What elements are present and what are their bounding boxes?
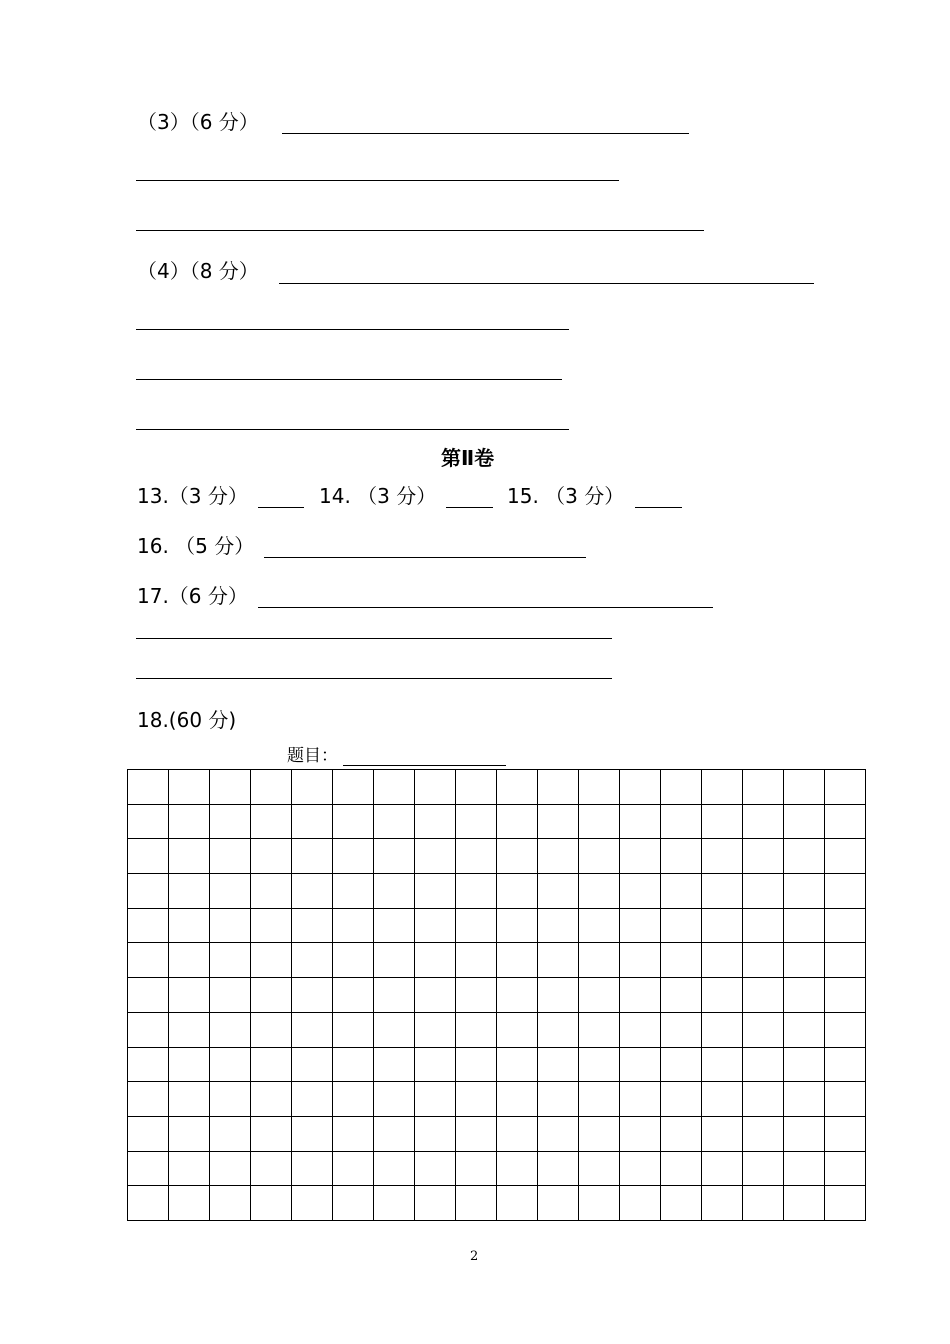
grid-cell[interactable]	[333, 1047, 374, 1082]
grid-cell[interactable]	[825, 908, 866, 943]
q14-label: 14. （3 分）	[319, 484, 437, 508]
grid-cell[interactable]	[702, 874, 743, 909]
grid-cell[interactable]	[292, 1082, 333, 1117]
grid-cell[interactable]	[784, 839, 825, 874]
grid-cell[interactable]	[415, 770, 456, 805]
grid-cell[interactable]	[579, 1012, 620, 1047]
grid-cell[interactable]	[415, 1012, 456, 1047]
grid-cell[interactable]	[497, 874, 538, 909]
grid-cell[interactable]	[374, 1151, 415, 1186]
grid-cell[interactable]	[128, 874, 169, 909]
grid-cell[interactable]	[456, 839, 497, 874]
grid-cell[interactable]	[825, 978, 866, 1013]
q3-answer-line-3[interactable]	[136, 230, 704, 231]
grid-cell[interactable]	[374, 1186, 415, 1221]
grid-cell[interactable]	[333, 1186, 374, 1221]
grid-cell[interactable]	[128, 1082, 169, 1117]
grid-cell[interactable]	[702, 1082, 743, 1117]
essay-title-line[interactable]	[343, 765, 506, 766]
grid-cell[interactable]	[743, 804, 784, 839]
grid-cell[interactable]	[497, 1116, 538, 1151]
grid-cell[interactable]	[374, 943, 415, 978]
grid-cell[interactable]	[579, 1047, 620, 1082]
grid-cell[interactable]	[169, 978, 210, 1013]
grid-cell[interactable]	[251, 908, 292, 943]
grid-cell[interactable]	[333, 1082, 374, 1117]
grid-row	[128, 874, 866, 909]
grid-cell[interactable]	[251, 1012, 292, 1047]
grid-cell[interactable]	[661, 978, 702, 1013]
grid-cell[interactable]	[169, 1151, 210, 1186]
grid-cell[interactable]	[374, 770, 415, 805]
grid-cell[interactable]	[251, 874, 292, 909]
grid-cell[interactable]	[128, 804, 169, 839]
grid-cell[interactable]	[292, 1151, 333, 1186]
grid-cell[interactable]	[579, 804, 620, 839]
grid-cell[interactable]	[702, 770, 743, 805]
grid-cell[interactable]	[415, 1116, 456, 1151]
q4-answer-line-3[interactable]	[136, 379, 562, 380]
grid-cell[interactable]	[620, 1012, 661, 1047]
grid-cell[interactable]	[825, 943, 866, 978]
grid-cell[interactable]	[825, 770, 866, 805]
grid-cell[interactable]	[333, 839, 374, 874]
grid-cell[interactable]	[702, 908, 743, 943]
grid-cell[interactable]	[128, 1012, 169, 1047]
grid-row	[128, 943, 866, 978]
grid-cell[interactable]	[620, 1186, 661, 1221]
page-number: 2	[470, 1249, 479, 1264]
grid-cell[interactable]	[333, 874, 374, 909]
grid-cell[interactable]	[415, 978, 456, 1013]
grid-cell[interactable]	[169, 1116, 210, 1151]
grid-cell[interactable]	[292, 770, 333, 805]
grid-cell[interactable]	[456, 1151, 497, 1186]
grid-row	[128, 804, 866, 839]
grid-cell[interactable]	[825, 1116, 866, 1151]
grid-cell[interactable]	[661, 943, 702, 978]
grid-cell[interactable]	[784, 1151, 825, 1186]
grid-cell[interactable]	[415, 1047, 456, 1082]
grid-cell[interactable]	[784, 1047, 825, 1082]
q4-label: （4）（8 分）	[137, 259, 259, 283]
grid-cell[interactable]	[702, 839, 743, 874]
grid-cell[interactable]	[661, 1151, 702, 1186]
grid-cell[interactable]	[415, 908, 456, 943]
grid-cell[interactable]	[292, 1047, 333, 1082]
grid-cell[interactable]	[538, 804, 579, 839]
grid-cell[interactable]	[825, 839, 866, 874]
grid-cell[interactable]	[620, 839, 661, 874]
grid-cell[interactable]	[456, 1047, 497, 1082]
grid-cell[interactable]	[251, 1151, 292, 1186]
grid-cell[interactable]	[128, 1151, 169, 1186]
grid-cell[interactable]	[620, 770, 661, 805]
grid-cell[interactable]	[579, 1186, 620, 1221]
grid-cell[interactable]	[374, 874, 415, 909]
grid-cell[interactable]	[292, 1012, 333, 1047]
grid-cell[interactable]	[292, 1186, 333, 1221]
grid-cell[interactable]	[620, 908, 661, 943]
grid-cell[interactable]	[538, 839, 579, 874]
grid-cell[interactable]	[579, 1082, 620, 1117]
grid-cell[interactable]	[333, 770, 374, 805]
grid-cell[interactable]	[210, 874, 251, 909]
grid-cell[interactable]	[702, 1151, 743, 1186]
grid-cell[interactable]	[702, 804, 743, 839]
grid-cell[interactable]	[743, 1012, 784, 1047]
grid-cell[interactable]	[702, 1186, 743, 1221]
section-title: 第Ⅱ卷	[441, 446, 495, 470]
grid-cell[interactable]	[292, 943, 333, 978]
grid-row	[128, 1047, 866, 1082]
grid-cell[interactable]	[415, 839, 456, 874]
grid-cell[interactable]	[538, 908, 579, 943]
grid-cell[interactable]	[497, 1082, 538, 1117]
grid-cell[interactable]	[702, 1116, 743, 1151]
grid-cell[interactable]	[374, 908, 415, 943]
grid-cell[interactable]	[456, 804, 497, 839]
grid-cell[interactable]	[661, 1047, 702, 1082]
grid-row	[128, 1082, 866, 1117]
grid-cell[interactable]	[128, 770, 169, 805]
grid-cell[interactable]	[661, 1116, 702, 1151]
grid-cell[interactable]	[169, 908, 210, 943]
grid-cell[interactable]	[333, 1116, 374, 1151]
grid-cell[interactable]	[538, 874, 579, 909]
grid-cell[interactable]	[579, 874, 620, 909]
grid-cell[interactable]	[620, 1047, 661, 1082]
grid-cell[interactable]	[743, 908, 784, 943]
grid-cell[interactable]	[374, 978, 415, 1013]
grid-cell[interactable]	[743, 770, 784, 805]
grid-cell[interactable]	[702, 943, 743, 978]
grid-cell[interactable]	[743, 874, 784, 909]
grid-cell[interactable]	[784, 874, 825, 909]
q17-answer-line-2[interactable]	[136, 638, 612, 639]
grid-cell[interactable]	[702, 1012, 743, 1047]
grid-cell[interactable]	[128, 1186, 169, 1221]
grid-cell[interactable]	[374, 839, 415, 874]
q13-answer-line[interactable]	[258, 507, 304, 508]
grid-cell[interactable]	[743, 839, 784, 874]
grid-cell[interactable]	[538, 1186, 579, 1221]
grid-cell[interactable]	[251, 804, 292, 839]
grid-cell[interactable]	[743, 1116, 784, 1151]
grid-cell[interactable]	[620, 943, 661, 978]
grid-cell[interactable]	[579, 1151, 620, 1186]
grid-cell[interactable]	[292, 839, 333, 874]
grid-cell[interactable]	[784, 943, 825, 978]
grid-cell[interactable]	[374, 1047, 415, 1082]
grid-cell[interactable]	[292, 804, 333, 839]
grid-cell[interactable]	[579, 839, 620, 874]
grid-cell[interactable]	[661, 804, 702, 839]
q17-answer-line-1[interactable]	[258, 607, 713, 608]
grid-cell[interactable]	[702, 1047, 743, 1082]
grid-cell[interactable]	[661, 908, 702, 943]
grid-cell[interactable]	[128, 839, 169, 874]
grid-cell[interactable]	[210, 839, 251, 874]
q4-answer-line-4[interactable]	[136, 429, 569, 430]
grid-cell[interactable]	[825, 1047, 866, 1082]
grid-cell[interactable]	[333, 804, 374, 839]
q4-answer-line-1[interactable]	[279, 283, 814, 284]
grid-cell[interactable]	[538, 1116, 579, 1151]
grid-cell[interactable]	[251, 943, 292, 978]
q18-label: 18.(60 分)	[137, 708, 237, 732]
grid-cell[interactable]	[292, 908, 333, 943]
grid-cell[interactable]	[415, 943, 456, 978]
grid-cell[interactable]	[784, 978, 825, 1013]
grid-cell[interactable]	[497, 978, 538, 1013]
grid-cell[interactable]	[292, 978, 333, 1013]
grid-cell[interactable]	[497, 943, 538, 978]
grid-cell[interactable]	[497, 839, 538, 874]
grid-cell[interactable]	[825, 804, 866, 839]
grid-cell[interactable]	[333, 908, 374, 943]
grid-cell[interactable]	[128, 1047, 169, 1082]
grid-cell[interactable]	[620, 1116, 661, 1151]
grid-cell[interactable]	[538, 1082, 579, 1117]
grid-cell[interactable]	[210, 943, 251, 978]
grid-cell[interactable]	[579, 1116, 620, 1151]
grid-cell[interactable]	[251, 839, 292, 874]
q16-label: 16. （5 分）	[137, 534, 255, 558]
grid-cell[interactable]	[743, 1151, 784, 1186]
grid-cell[interactable]	[743, 1186, 784, 1221]
grid-cell[interactable]	[661, 1012, 702, 1047]
grid-cell[interactable]	[825, 874, 866, 909]
grid-cell[interactable]	[620, 874, 661, 909]
grid-cell[interactable]	[538, 1012, 579, 1047]
grid-cell[interactable]	[333, 1012, 374, 1047]
grid-cell[interactable]	[415, 1151, 456, 1186]
grid-row	[128, 978, 866, 1013]
grid-cell[interactable]	[251, 1186, 292, 1221]
grid-cell[interactable]	[456, 1186, 497, 1221]
grid-cell[interactable]	[210, 804, 251, 839]
grid-cell[interactable]	[579, 770, 620, 805]
grid-cell[interactable]	[210, 908, 251, 943]
q15-label: 15. （3 分）	[507, 484, 625, 508]
grid-cell[interactable]	[374, 1116, 415, 1151]
grid-cell[interactable]	[497, 1151, 538, 1186]
grid-cell[interactable]	[210, 1047, 251, 1082]
grid-cell[interactable]	[210, 1116, 251, 1151]
grid-cell[interactable]	[333, 1151, 374, 1186]
grid-cell[interactable]	[579, 943, 620, 978]
grid-cell[interactable]	[169, 770, 210, 805]
grid-cell[interactable]	[743, 978, 784, 1013]
grid-cell[interactable]	[456, 943, 497, 978]
grid-cell[interactable]	[538, 770, 579, 805]
grid-cell[interactable]	[210, 1186, 251, 1221]
grid-cell[interactable]	[702, 978, 743, 1013]
grid-cell[interactable]	[538, 943, 579, 978]
grid-cell[interactable]	[456, 1012, 497, 1047]
grid-cell[interactable]	[743, 1047, 784, 1082]
grid-cell[interactable]	[251, 1116, 292, 1151]
grid-cell[interactable]	[620, 1151, 661, 1186]
grid-cell[interactable]	[456, 874, 497, 909]
grid-cell[interactable]	[743, 1082, 784, 1117]
q16-answer-line[interactable]	[264, 557, 586, 558]
grid-cell[interactable]	[210, 1151, 251, 1186]
q3-answer-line-1[interactable]	[282, 133, 689, 134]
grid-cell[interactable]	[456, 978, 497, 1013]
grid-cell[interactable]	[456, 770, 497, 805]
grid-cell[interactable]	[251, 978, 292, 1013]
grid-cell[interactable]	[251, 1047, 292, 1082]
grid-cell[interactable]	[620, 804, 661, 839]
grid-cell[interactable]	[784, 1186, 825, 1221]
grid-cell[interactable]	[210, 1082, 251, 1117]
q3-label: （3）（6 分）	[137, 110, 259, 134]
grid-cell[interactable]	[374, 1082, 415, 1117]
grid-row	[128, 1116, 866, 1151]
grid-cell[interactable]	[579, 908, 620, 943]
q15-answer-line[interactable]	[635, 507, 682, 508]
grid-cell[interactable]	[784, 1012, 825, 1047]
grid-cell[interactable]	[784, 1082, 825, 1117]
grid-cell[interactable]	[456, 1082, 497, 1117]
grid-cell[interactable]	[456, 908, 497, 943]
grid-cell[interactable]	[497, 804, 538, 839]
grid-cell[interactable]	[825, 1082, 866, 1117]
grid-cell[interactable]	[620, 978, 661, 1013]
grid-cell[interactable]	[497, 770, 538, 805]
grid-cell[interactable]	[251, 1082, 292, 1117]
grid-cell[interactable]	[825, 1151, 866, 1186]
grid-cell[interactable]	[210, 1012, 251, 1047]
grid-cell[interactable]	[497, 1047, 538, 1082]
grid-cell[interactable]	[825, 1186, 866, 1221]
grid-cell[interactable]	[784, 770, 825, 805]
grid-cell[interactable]	[784, 804, 825, 839]
grid-cell[interactable]	[661, 1082, 702, 1117]
grid-row	[128, 1012, 866, 1047]
grid-cell[interactable]	[210, 770, 251, 805]
grid-cell[interactable]	[333, 978, 374, 1013]
grid-cell[interactable]	[579, 978, 620, 1013]
grid-cell[interactable]	[169, 804, 210, 839]
grid-cell[interactable]	[538, 1047, 579, 1082]
grid-cell[interactable]	[251, 770, 292, 805]
q17-answer-line-3[interactable]	[136, 678, 612, 679]
grid-cell[interactable]	[210, 978, 251, 1013]
grid-cell[interactable]	[620, 1082, 661, 1117]
q4-answer-line-2[interactable]	[136, 329, 569, 330]
grid-cell[interactable]	[661, 1186, 702, 1221]
q14-answer-line[interactable]	[446, 507, 493, 508]
grid-cell[interactable]	[415, 1082, 456, 1117]
grid-cell[interactable]	[169, 1186, 210, 1221]
grid-cell[interactable]	[415, 874, 456, 909]
grid-cell[interactable]	[538, 1151, 579, 1186]
grid-cell[interactable]	[415, 804, 456, 839]
grid-cell[interactable]	[497, 1012, 538, 1047]
grid-row	[128, 1186, 866, 1221]
grid-row	[128, 908, 866, 943]
q13-label: 13.（3 分）	[137, 484, 248, 508]
grid-cell[interactable]	[497, 1186, 538, 1221]
grid-cell[interactable]	[128, 908, 169, 943]
grid-cell[interactable]	[169, 943, 210, 978]
grid-cell[interactable]	[169, 1082, 210, 1117]
grid-cell[interactable]	[169, 1012, 210, 1047]
grid-cell[interactable]	[784, 1116, 825, 1151]
q17-label: 17.（6 分）	[137, 584, 248, 608]
grid-cell[interactable]	[743, 943, 784, 978]
grid-cell[interactable]	[128, 978, 169, 1013]
grid-cell[interactable]	[825, 1012, 866, 1047]
grid-row	[128, 770, 866, 805]
grid-cell[interactable]	[497, 908, 538, 943]
grid-cell[interactable]	[128, 1116, 169, 1151]
q3-answer-line-2[interactable]	[136, 180, 619, 181]
essay-grid[interactable]	[127, 769, 866, 1221]
grid-cell[interactable]	[661, 770, 702, 805]
grid-cell[interactable]	[784, 908, 825, 943]
grid-cell[interactable]	[292, 874, 333, 909]
grid-cell[interactable]	[333, 943, 374, 978]
grid-row	[128, 1151, 866, 1186]
grid-row	[128, 839, 866, 874]
grid-cell[interactable]	[661, 839, 702, 874]
grid-cell[interactable]	[169, 839, 210, 874]
grid-cell[interactable]	[374, 1012, 415, 1047]
grid-cell[interactable]	[128, 943, 169, 978]
grid-cell[interactable]	[374, 804, 415, 839]
grid-cell[interactable]	[169, 1047, 210, 1082]
grid-cell[interactable]	[292, 1116, 333, 1151]
grid-cell[interactable]	[456, 1116, 497, 1151]
grid-cell[interactable]	[538, 978, 579, 1013]
grid-cell[interactable]	[415, 1186, 456, 1221]
essay-title-label: 题目：	[287, 746, 338, 766]
grid-cell[interactable]	[169, 874, 210, 909]
grid-cell[interactable]	[661, 874, 702, 909]
